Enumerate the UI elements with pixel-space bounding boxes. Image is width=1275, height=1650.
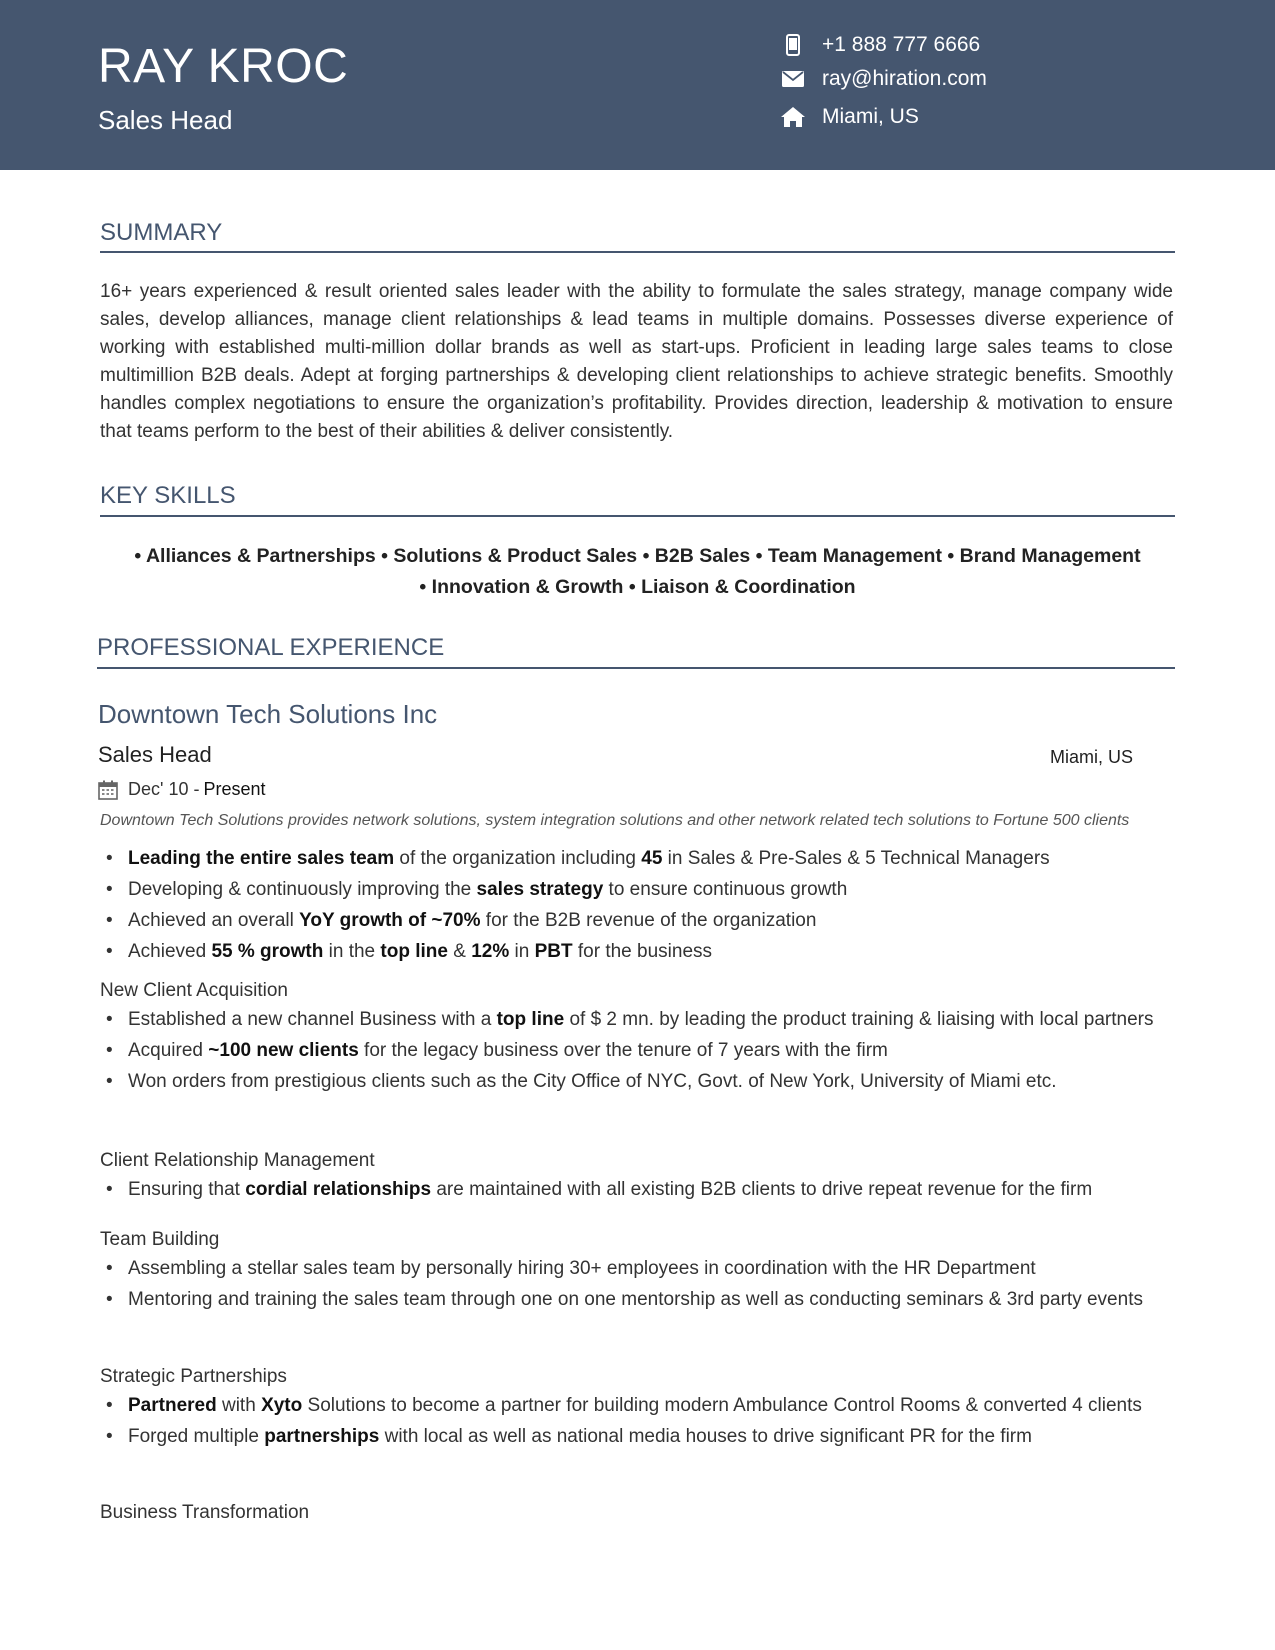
group-block [100,1227,1175,1317]
main-bullets [100,845,1175,969]
group-block [100,1500,1175,1526]
candidate-role: Sales Head [98,105,233,135]
experience-divider [97,667,1175,669]
summary-heading: SUMMARY [100,219,223,246]
job-dates [98,779,266,800]
bullet-item: • Assembling a stellar sales team by personally hiring 30+ employees in coordination with the HR Department [100,1255,1175,1283]
job-title: Sales Head [98,742,212,767]
bullet-item: • Won orders from prestigious clients such as the City Office of NYC, Govt. of New York, University of Miami etc. [100,1068,1175,1096]
bullet-item: • Developing & continuously improving the sales strategy to ensure continuous growth [100,876,1175,904]
company-name: Downtown Tech Solutions Inc [98,699,438,729]
email-text[interactable]: ray@hiration.com [822,67,987,90]
bullet-list [100,1176,1175,1204]
summary-divider [100,251,1175,253]
phone-icon [780,32,806,58]
phone-text[interactable]: +1 888 777 6666 [822,33,981,56]
bullet-list [100,1255,1175,1314]
group-block [100,978,1175,1099]
group-heading: New Client Acquisition [100,980,288,1001]
skills-line: • Alliances & Partnerships • Solutions & Product Sales • B2B Sales • Team Management • Brand Management [134,545,1141,567]
group-heading: Client Relationship Management [100,1150,375,1171]
calendar-icon [98,780,118,800]
skills-list [100,541,1175,603]
group-heading: Strategic Partnerships [100,1366,287,1387]
job-location: Miami, US [1050,747,1134,767]
skills-heading: KEY SKILLS [100,482,236,509]
bullet-item: • Leading the entire sales team of the organization including 45 in Sales & Pre-Sales & 5 Technical Managers [100,845,1175,873]
bullet-item: • Ensuring that cordial relationships are maintained with all existing B2B clients to drive repeat revenue for the firm [100,1176,1175,1204]
summary-text: 16+ years experienced & result oriented sales leader with the ability to formulate the sales strategy, manage company wide sales, develop alliances, manage client relationships & lead teams in multiple domains. Possesses diverse experience of working with established multi-million dollar brands as well as start-ups. Proficient in leading large sales teams to close multimillion B2B deals. Adept at forging partnerships & developing client relationships to achieve strategic benefits. Smoothly handles complex negotiations to ensure the organization’s profitability. Provides direction, leadership & motivation to ensure that teams perform to the best of their abilities & deliver consistently. [100,281,1173,442]
bullet-item: • Achieved an overall YoY growth of ~70% for the B2B revenue of the organization [100,907,1175,935]
home-icon [780,104,806,130]
bullet-item: • Mentoring and training the sales team through one on one mentorship as well as conducting seminars & 3rd party events [100,1286,1175,1314]
experience-heading: PROFESSIONAL EXPERIENCE [97,634,445,661]
contact-phone [780,30,980,60]
bullet-item: • Established a new channel Business with a top line of $ 2 mn. by leading the product training & liaising with local partners [100,1006,1175,1034]
group-heading: Team Building [100,1229,220,1250]
bullet-list [100,1006,1175,1096]
bullet-list [100,845,1175,966]
skills-divider [100,515,1175,517]
contact-location [780,102,919,132]
date-start: Dec' 10 - [128,779,200,799]
group-heading: Business Transformation [100,1502,310,1523]
resume-header [0,0,1275,170]
date-end: Present [203,779,266,799]
bullet-item: • Acquired ~100 new clients for the legacy business over the tenure of 7 years with the firm [100,1037,1175,1065]
group-block [100,1364,1175,1454]
skills-line: • Innovation & Growth • Liaison & Coordination [419,576,856,598]
candidate-name: RAY KROC [98,40,349,93]
location-text: Miami, US [822,105,919,128]
envelope-icon [780,66,806,92]
bullet-item: • Forged multiple partnerships with local as well as national media houses to drive significant PR for the firm [100,1423,1175,1451]
group-block [100,1148,1175,1207]
company-description: Downtown Tech Solutions provides network solutions, system integration solutions and other network related tech solutions to Fortune 500 clients [100,812,1130,829]
bullet-item: • Partnered with Xyto Solutions to become a partner for building modern Ambulance Control Rooms & converted 4 clients [100,1392,1175,1420]
bullet-list [100,1392,1175,1451]
bullet-item: • Achieved 55 % growth in the top line & 12% in PBT for the business [100,938,1175,966]
contact-email [780,64,987,94]
